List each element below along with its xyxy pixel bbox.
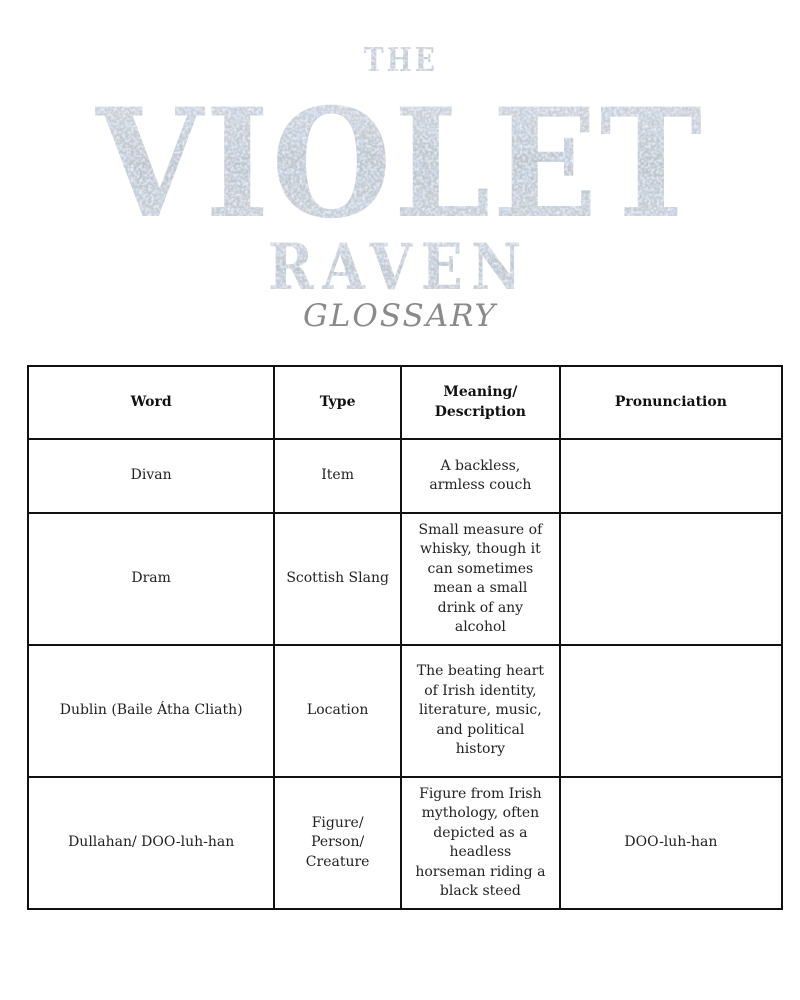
cell-word: Divan	[28, 439, 274, 513]
header-row	[28, 366, 782, 439]
title-logo-artwork	[0, 0, 800, 300]
cell-meaning: A backless, armless couch	[401, 439, 560, 513]
glossary-table-header	[28, 366, 782, 439]
cell-pronunciation	[560, 645, 782, 777]
cell-meaning: Figure from Irish mythology, often depicted as a headless horseman riding a black steed	[401, 777, 560, 909]
table-row	[28, 439, 782, 513]
table-row	[28, 645, 782, 777]
logo-text-the: THE	[364, 40, 438, 79]
cell-meaning: The beating heart of Irish identity, literature, music, and political history	[401, 645, 560, 777]
header-meaning	[401, 366, 560, 439]
header-pronunciation: Pronunciation	[560, 366, 782, 439]
cell-word: Dublin (Baile Átha Cliath)	[28, 645, 274, 777]
header-type: Type	[274, 366, 401, 439]
cell-word: Dullahan/ DOO-luh-han	[28, 777, 274, 909]
cell-pronunciation	[560, 513, 782, 645]
cell-word: Dram	[28, 513, 274, 645]
glossary-table	[27, 365, 783, 910]
cell-type: Scottish Slang	[274, 513, 401, 645]
cell-type: Figure/ Person/ Creature	[274, 777, 401, 909]
cell-type: Location	[274, 645, 401, 777]
logo-text-raven: RAVEN	[268, 230, 530, 300]
cell-meaning: Small measure of whisky, though it can sometimes mean a small drink of any alcohol	[401, 513, 560, 645]
glossary-subtitle: GLOSSARY	[303, 298, 497, 334]
header-word: Word	[28, 366, 274, 439]
cell-pronunciation	[560, 439, 782, 513]
logo-text-violet: VIOLET	[95, 76, 704, 252]
cell-type: Item	[274, 439, 401, 513]
header-meaning-line-2: Description	[434, 403, 526, 420]
table-row	[28, 513, 782, 645]
table-row	[28, 777, 782, 909]
cell-pronunciation: DOO-luh-han	[560, 777, 782, 909]
header-meaning-line-1: Meaning/	[443, 384, 518, 400]
glossary-table-body	[28, 439, 782, 909]
